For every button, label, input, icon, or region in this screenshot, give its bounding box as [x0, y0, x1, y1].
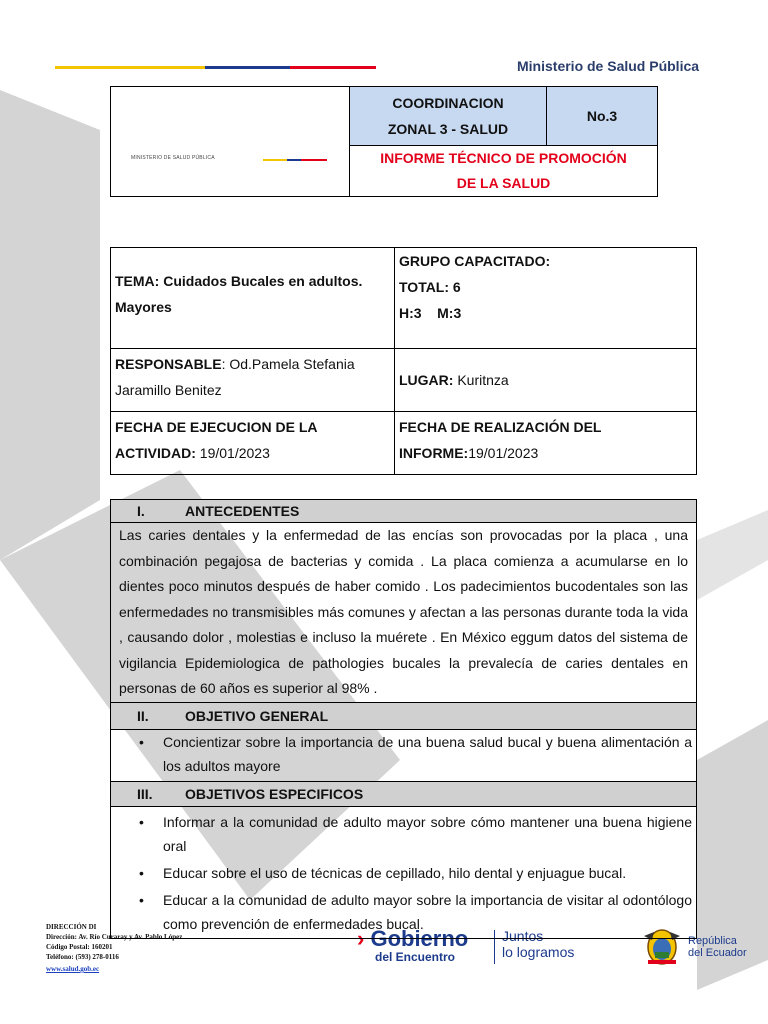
- list-item-text: Informar a la comunidad de adulto mayor sobre cómo mantener una buena higiene oral: [163, 813, 692, 854]
- lugar-value: Kuritnza: [453, 372, 509, 388]
- lugar-cell: [395, 349, 697, 412]
- tema-label: TEMA:: [115, 273, 160, 289]
- logo-text: MINISTERIO DE SALUD PÚBLICA: [131, 155, 215, 161]
- tema-value: Cuidados Bucales en adultos.: [159, 273, 363, 289]
- brand-line-red: [290, 66, 376, 69]
- objetivos-especificos-body: [111, 806, 697, 938]
- footer-phone: Teléfono: (593) 278-0116: [46, 953, 119, 961]
- slogan-line1: Juntos: [502, 928, 544, 944]
- logo-line-yellow: [263, 159, 287, 161]
- logo-line-blue: [287, 159, 301, 161]
- section-heading-objetivos-especificos: [111, 781, 697, 806]
- slogan-line2: lo logramos: [502, 944, 575, 960]
- gobierno-text: Gobierno: [370, 926, 469, 951]
- section-number: I.: [137, 503, 145, 519]
- section-heading-objetivo-general: [111, 702, 697, 729]
- bullet-icon: •: [139, 864, 144, 881]
- grupo-label: GRUPO CAPACITADO:: [399, 253, 551, 269]
- republica-label: [688, 935, 747, 959]
- responsable-cell: [111, 349, 395, 412]
- report-title-cell: [350, 146, 658, 197]
- info-table: [110, 247, 697, 475]
- gobierno-mark-icon: ›: [357, 926, 365, 951]
- section-title: ANTECEDENTES: [185, 503, 300, 519]
- ministry-title: Ministerio de Salud Pública: [517, 58, 700, 74]
- ejecucion-label-2: ACTIVIDAD:: [115, 445, 196, 461]
- brand-line-yellow: [55, 66, 205, 69]
- list-item: [115, 888, 692, 936]
- tema-value-line2: Mayores: [115, 299, 172, 315]
- list-item: [115, 810, 692, 858]
- section-number: II.: [137, 707, 149, 724]
- bullet-icon: •: [139, 733, 144, 750]
- ejecucion-date: 19/01/2023: [195, 445, 270, 461]
- realizacion-label: FECHA DE REALIZACIÓN DEL: [399, 419, 602, 435]
- content-table: [110, 499, 697, 939]
- realizacion-cell: [395, 412, 697, 475]
- logo-line-red: [301, 159, 327, 161]
- grupo-cell: [395, 248, 697, 349]
- coordinacion-line2: ZONAL 3 - SALUD: [387, 121, 509, 137]
- coordinacion-line1: COORDINACION: [392, 95, 504, 111]
- list-item-text: Educar a la comunidad de adulto mayor sobre la importancia de visitar al odontólogo como prevención de enfermedades bucal.: [163, 891, 692, 932]
- list-item-text: Concientizar sobre la importancia de una buena salud bucal y buena alimentación a los adultos mayore: [163, 733, 692, 774]
- website-link[interactable]: www.salud.gob.ec: [46, 965, 100, 973]
- list-item: [115, 730, 692, 778]
- bullet-icon: •: [139, 813, 144, 830]
- report-title-line2: DE LA SALUD: [456, 175, 551, 191]
- brand-line-blue: [205, 66, 290, 69]
- antecedentes-paragraph: Las caries dentales y la enfermedad de las encías son provocadas por la placa , una combinación pegajosa de bacterias y comida . La placa comienza a acumularse en lo dientes poco minutos después de haber comido . Los padecimientos bucodentales son las enfermedades no transmisibles más comunes y afectan a las personas durante toda la vida , causando dolor , molestias e incluso la muérete . En México eggum datos del sistema de vigilancia Epidemiologica de pathologies bucales la prevalecía de caries dentales en personas de 60 años es superior al 98% .: [119, 527, 688, 696]
- responsable-value: : Od.Pamela Stefania: [221, 356, 355, 372]
- list-item-text: Educar sobre el uso de técnicas de cepillado, hilo dental y enjuague bucal.: [163, 864, 627, 881]
- objetivos-especificos-list: [115, 810, 692, 936]
- objetivo-general-list: [115, 730, 692, 778]
- ejecucion-label: FECHA DE EJECUCION DE LA: [115, 419, 318, 435]
- header-table: [110, 86, 658, 197]
- antecedentes-body: [111, 523, 697, 703]
- republica-line2: del Ecuador: [688, 947, 747, 959]
- realizacion-label-2: INFORME:: [399, 445, 469, 461]
- footer-postal-code: Código Postal: 160201: [46, 943, 113, 951]
- footer-direction: DIRECCIÓN DI: [46, 923, 97, 931]
- bullet-icon: •: [139, 891, 144, 908]
- report-title-line1: INFORME TÉCNICO DE PROMOCIÓN: [380, 150, 627, 166]
- objetivo-general-body: [111, 729, 697, 781]
- footer-address-line: Dirección: Av. Río Curaray y Av. Pablo López: [46, 933, 183, 941]
- section-title: OBJETIVO GENERAL: [185, 707, 329, 724]
- encuentro-text: del Encuentro: [375, 950, 456, 964]
- list-item: [115, 861, 692, 885]
- coordinacion-cell: [350, 87, 547, 146]
- h-count: H:3: [399, 305, 422, 321]
- responsable-label: RESPONSABLE: [115, 356, 222, 372]
- responsable-value-line2: Jaramillo Benitez: [115, 382, 222, 398]
- report-number: No.3: [586, 108, 618, 124]
- m-count: M:3: [437, 305, 462, 321]
- number-cell: [547, 87, 658, 146]
- republica-line1: República: [688, 935, 737, 947]
- ejecucion-cell: [111, 412, 395, 475]
- section-number: III.: [137, 785, 153, 802]
- logo-cell: [111, 87, 350, 197]
- total-value: TOTAL: 6: [399, 279, 461, 295]
- tema-cell: [111, 248, 395, 349]
- realizacion-date: 19/01/2023: [468, 445, 539, 461]
- section-title: OBJETIVOS ESPECIFICOS: [185, 785, 364, 802]
- section-heading-antecedentes: [111, 500, 697, 523]
- lugar-label: LUGAR:: [399, 372, 454, 388]
